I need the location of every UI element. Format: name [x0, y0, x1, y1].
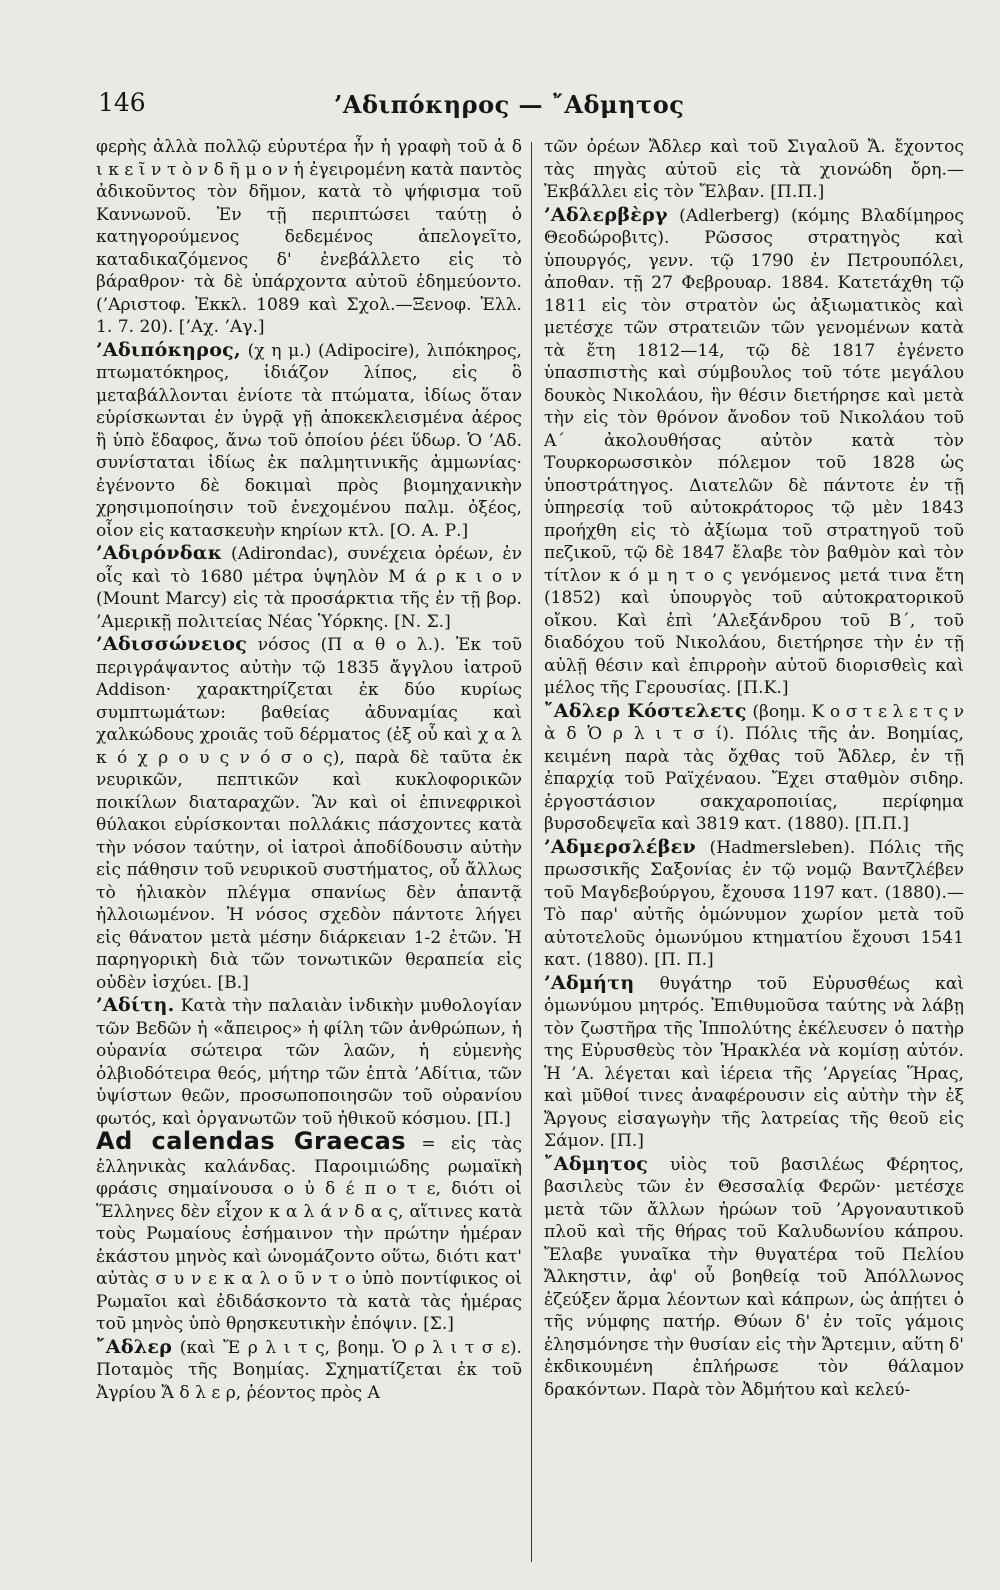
page-number: 146 — [98, 88, 146, 117]
entry-text: (καὶ Ἔ ρ λ ι τ ς, βοημ. Ὁ ρ λ ι τ σ ε). Ποταμὸς τῆς Βοημίας. Σχηματίζεται ἐκ τοῦ Ἀγρίου Ἄ δ λ ε ρ, ῥέοντος πρὸς Α — [96, 1337, 522, 1403]
entry-continuation — [544, 136, 964, 204]
entry-admiti — [544, 972, 964, 1153]
entry-adlerberg — [544, 204, 964, 700]
entry-admersleben — [544, 836, 964, 972]
entry-adipokiros — [96, 339, 522, 543]
entry-text: φερὴς ἀλλὰ πολλῷ εὐρυτέρα ἦν ἡ γραφὴ τοῦ ἀ δ ι κ ε ῖ ν τ ὸ ν δ ῆ μ ο ν ἡ ἐγειρομένη κατὰ παντὸς ἀδικοῦντος τὸν δῆμον, κατὰ τὸ ψήφισμα τοῦ Καννωνοῦ. Ἐν τῇ περιπτώσει ταύτῃ ὁ κατηγορούμενος δεδεμένος ἀπελογεῖτο, καταδικαζόμενος δ' ἐνεβάλλετο εἰς τὸ βάραθρον· τὰ δὲ ὑπάρχοντα αὐτοῦ ἐδημεύοντο. (’Αριστοφ. Ἐκκλ. 1089 καὶ Σχολ.—Ξενοφ. Ἑλλ. 1. 7. 20). [’Αχ. ’Αγ.] — [96, 137, 522, 337]
entry-adissoneios — [96, 633, 522, 994]
entry-headword: ῎Αδλερ — [96, 1335, 173, 1358]
entry-headword: ’Αδλερβὲργ — [544, 203, 668, 226]
entry-headword: ’Αδμερσλέβεν — [544, 835, 696, 858]
entry-text: (Adlerberg) (κόμης Βλαδίμηρος Θεοδώροβιτς). Ρῶσσος στρατηγὸς καὶ ὑπουργός, γενν. τῷ 1790 ἐν Πετρουπόλει, ἀποθαν. τῇ 27 Φεβρουαρ. 1884. Κατετάχθη τῷ 1811 εἰς τὸν στρατὸν ὡς ἀξιωματικὸς καὶ μετέσχε τῶν στρατειῶν τῶν γενομένων κατὰ τὰ ἔτη 1812—14, τῷ δὲ 1817 ἐγένετο ὑπασπιστὴς καὶ σύμβουλος τοῦ τότε μεγάλου δουκὸς Νικολάου, ἣν θέσιν διετήρησε καὶ μετὰ τὴν εἰς τὸν θρόνον ἄνοδον τοῦ Νικολάου τοῦ Α΄ ἀκολουθήσας αὐτὸν κατὰ τὸν Τουρκορωσσικὸν πόλεμον τοῦ 1828 ὡς ὑποστράτηγος. Διατελῶν δὲ πάντοτε ἐν τῇ ὑπηρεσίᾳ τοῦ αὐτοκράτορος τῷ μὲν 1843 προήχθη εἰς τὸ ἀξίωμα τοῦ στρατηγοῦ τοῦ πεζικοῦ, τῷ δὲ 1847 ἔλαβε τὸν βαθμὸν καὶ τὸν τίτλον κ ό μ η τ ο ς γενόμενος μετά τινα ἔτη (1852) καὶ ὑπουργὸς τοῦ αὐτοκρατορικοῦ οἴκου. Καὶ ἐπὶ ’Αλεξάνδρου τοῦ Β΄, τοῦ διαδόχου τοῦ Νικολάου, διετήρησε τὴν ἐν τῇ αὐλῇ θέσιν καὶ ἐπιρροὴν αὐτοῦ διορισθεὶς καὶ μέλος τῆς Γερουσίας. [Π.Κ.] — [544, 205, 964, 698]
entry-headword: ’Αδισσώνειος — [96, 633, 248, 655]
entry-aditi — [96, 994, 522, 1130]
entry-text: νόσος (Π α θ ο λ.). Ἐκ τοῦ περιγράψαντος αὐτὴν τῷ 1835 ἄγγλου ἰατροῦ Addison· χαρακτηρίζεται ἐκ δύο κυρίως συμπτωμάτων: βαθείας ἀδυναμίας καὶ χαλκώδους χροιᾶς τοῦ δέρματος (ἐξ οὗ καὶ χ α λ κ ό χ ρ ο υ ς ν ό σ ο ς), παρὰ δὲ ταῦτα ἐκ νευρικῶν, πεπτικῶν καὶ κυκλοφορικῶν ποικίλων διαταραχῶν. Ἂν καὶ οἱ ἐπινεφρικοὶ θύλακοι εὑρίσκονται πολλάκις πάσχοντες κατὰ τὴν νόσον ταύτην, οἱ ἰατροὶ ἀποδίδουσιν αὐτὴν εἰς πάθησιν τοῦ νευρικοῦ συστήματος, οὗ ἄλλως τὸ ἡλιακὸν πλέγμα σπανίως δὲν ἀπαντᾷ ἠλλοιωμένον. Ἡ νόσος σχεδὸν πάντοτε λήγει εἰς θάνατον μετὰ μέσην διάρκειαν 1-2 ἐτῶν. Ἡ παρηγορικὴ διὰ τῶν τονωτικῶν θεραπεία εἰς οὐδὲν ἰσχύει. [Β.] — [96, 635, 522, 993]
entry-text: (βοημ. Κ ο σ τ ε λ ε τ ς ν ὰ δ Ὁ ρ λ ι τ σ ί). Πόλις τῆς ἀν. Βοημίας, κειμένη παρὰ τὰς ὄχθας τοῦ Ἄδλερ, ἐν τῇ ἐπαρχίᾳ τοῦ Ραϊχέναου. Ἔχει σταθμὸν σιδηρ. ἐργοστάσιον σακχαροποιίας, περίφημα βυρσοδεψεῖα καὶ 3819 κατ. (1880). [Π.Π.] — [544, 701, 964, 834]
entry-headword: ’Αδίτη. — [96, 994, 175, 1016]
entry-ad-calendas-graecas — [96, 1127, 522, 1336]
entry-continuation — [96, 136, 522, 339]
entry-text: (χ η μ.) (Adipocire), λιπόκηρος, πτωματόκηρος, ἰδιάζον λίπος, εἰς ὃ μεταβάλλονται ἐνίοτε τὰ πτώματα, ἰδίως ὅταν εὑρίσκωνται ἐν ὑγρᾷ γῇ ἀποκεκλεισμένα ἀέρος ἢ ὑπὸ ἔδαφος, ἄνω τοῦ ὁποίου ῥέει ὕδωρ. Ὁ ’Αδ. συνίσταται ἰδίως ἐκ παλμητινικῆς ἀμμωνίας· ἐγένοντο δὲ δοκιμαὶ πρὸς βιομηχανικὴν χρησιμοποίησιν τοῦ ἐνεχομένου παλμ. ὀξέος, οἷον εἰς κατασκευὴν κηρίων κτλ. [Ο. Α. Ρ.] — [96, 340, 522, 541]
entry-headword: ’Αδμήτη — [544, 971, 635, 994]
entry-text: Κατὰ τὴν παλαιὰν ἰνδικὴν μυθολογίαν τῶν Βεδῶν ἡ «ἄπειρος» ἡ φίλη τῶν ἀνθρώπων, ἡ οὐρανία σώτειρα τῶν λαῶν, ἡ εὐμενὴς ὀλβιοδότειρα θεός, μήτηρ τῶν ἑπτὰ ’Αδίτια, τῶν ὑψίστων θεῶν, προσωποποιησῶν τοῦ οὐρανίου φωτός, καὶ ὀργανωτῶν τοῦ ἠθικοῦ κόσμου. [Π.] — [96, 996, 522, 1129]
entry-adler-river — [96, 1336, 522, 1405]
entry-text: (Hadmersleben). Πόλις τῆς πρωσσικῆς Σαξονίας ἐν τῷ νομῷ Βαντζλέβεν τοῦ Μαγδεβούργου, ἔχουσα 1197 κατ. (1880).—Τὸ παρ' αὐτῆς ὁμώνυμον χωρίον μετὰ τοῦ αὐτοτελοῦς ὁμωνύμου κτηματίου ἔχουσι 1541 κατ. (1880). [Π. Π.] — [544, 837, 964, 970]
entry-text: = εἰς τὰς ἑλληνικὰς καλάνδας. Παροιμιώδης ρωμαϊκὴ φράσις σημαίνουσα ο ὐ δ έ π ο τ ε, διότι οἱ Ἕλληνες δὲν εἶχον κ α λ ά ν δ α ς, αἵτινες κατὰ τοὺς Ρωμαίους ἐσήμαινον τὴν πρώτην ἡμέραν ἑκάστου μηνὸς καὶ ὠνομάζοντο οὕτω, διότι κατ' αὐτὰς σ υ ν ε κ α λ ο ῦ ν τ ο ὑπὸ ποντίφικος οἱ Ρωμαῖοι καὶ ἐδιδάσκοντο τὰ κατὰ τὰς ἡμέρας τοῦ μηνὸς ὑπὸ θρησκευτικὴν ἐπόψιν. [Σ.] — [96, 1134, 522, 1334]
entry-admitos — [544, 1153, 964, 1402]
entry-text: (Adirondac), συνέχεια ὀρέων, ἐν οἷς καὶ τὸ 1680 μέτρα ὑψηλὸν Μ ά ρ κ ι ο ν (Mount Marcy) εἰς τὰ προσάρκτια τῆς ἐν τῇ βορ. ’Αμερικῇ πολιτείας Νέας Ὑόρκης. [Ν. Σ.] — [96, 544, 522, 632]
entry-headword: Ad calendas Graecas — [96, 1127, 407, 1155]
entry-headword: ῎Αδμητος — [544, 1152, 649, 1175]
entry-headword: ῎Αδλερ Κόστελετς — [544, 699, 747, 722]
page-header — [98, 88, 688, 128]
entry-headword: ’Αδιπόκηρος, — [96, 338, 241, 361]
entry-text: θυγάτηρ τοῦ Εὐρυσθέως καὶ ὁμωνύμου μητρός. Ἐπιθυμοῦσα ταύτης νὰ λάβῃ τὸν ζωστῆρα τῆς Ἱππολύτης ἐκέλευσεν ὁ πατὴρ της Εὐρυσθεὺς τὸν Ἡρακλέα νὰ κομίσῃ αὐτόν. Ἡ ’Α. λέγεται καὶ ἱέρεια τῆς ’Αργείας Ἥρας, καὶ μῦθοί τινες ἀναφέρουσιν εἰς αὐτὴν τὴν ἐξ Ἄργους εἰσαγωγὴν τῆς λατρείας τῆς θεοῦ εἰς Σάμον. [Π.] — [544, 973, 964, 1151]
column-divider — [531, 142, 532, 1562]
entry-adler-kostelets — [544, 700, 964, 836]
entry-adirondak — [96, 542, 522, 633]
entry-headword: ’Αδιρόνδακ — [96, 542, 223, 564]
running-head: ’Αδιπόκηρος — ῎Αδμητος — [334, 90, 685, 119]
right-column — [544, 136, 964, 1401]
left-column — [96, 136, 522, 1404]
entry-text: υἱὸς τοῦ βασιλέως Φέρητος, βασιλεὺς τῶν ἐν Θεσσαλίᾳ Φερῶν· μετέσχε μετὰ τῶν ἄλλων ἡρώων τοῦ ’Αργοναυτικοῦ πλοῦ καὶ τῆς θήρας τοῦ Καλυδωνίου κάπρου. Ἔλαβε γυναῖκα τὴν θυγατέρα τοῦ Πελίου Ἄλκηστιν, ἀφ' οὗ βοηθείᾳ τοῦ Ἀπόλλωνος ἐζεύξεν ἅρμα λέοντων καὶ κάπρων, ὡς ἀπῄτει ὁ τῆς νύμφης πατήρ. Θύων δ' ἐν τοῖς γάμοις ἐλησμόνησε τὴν θυσίαν εἰς τὴν Ἄρτεμιν, αὕτη δ' ἐκδικουμένη ἐπλήρωσε τὸν θάλαμον δρακόντων. Παρὰ τὸν Ἀδμήτου καὶ κελεύ- — [544, 1154, 964, 1400]
entry-text: τῶν ὀρέων Ἄδλερ καὶ τοῦ Σιγαλοῦ Ἄ. ἔχοντος τὰς πηγὰς αὐτοῦ εἰς τὰ χιονώδη ὄρη.—Ἐκβάλλει εἰς τὸν Ἔλβαν. [Π.Π.] — [544, 137, 964, 202]
